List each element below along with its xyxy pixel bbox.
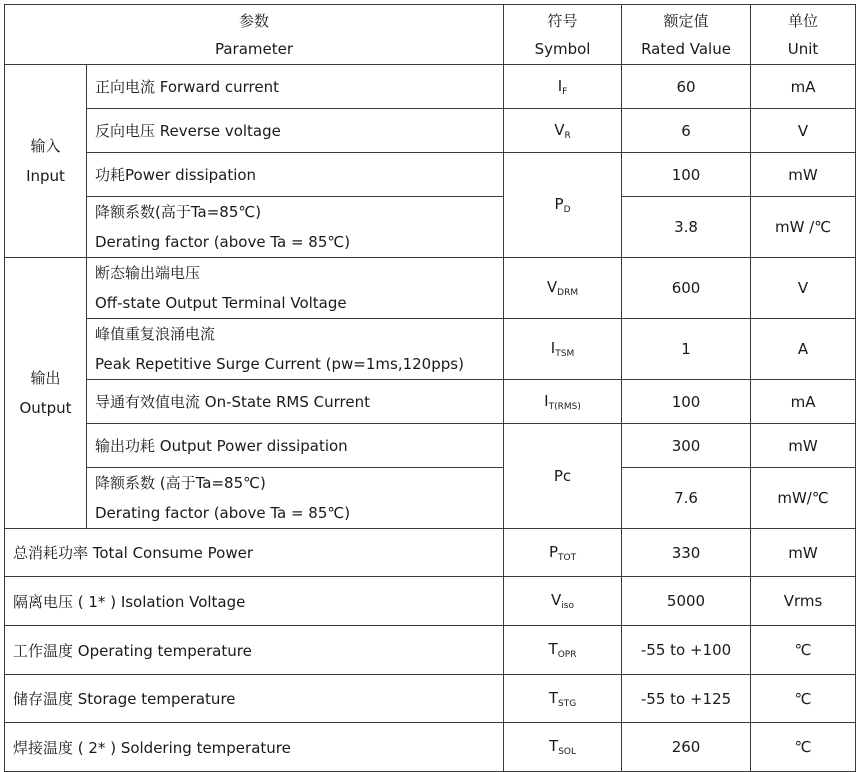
value-cell: -55 to +100 <box>622 626 751 675</box>
unit-cell: mW <box>751 424 856 468</box>
symbol-cell: $V_R$ <box>504 109 622 153</box>
group-output-en: Output <box>19 399 72 417</box>
table-row <box>5 626 856 675</box>
unit-cell: mW <box>751 153 856 197</box>
table-row <box>5 153 856 197</box>
value-cell: 1 <box>622 319 751 380</box>
table-row <box>5 468 856 529</box>
value-cell: 5000 <box>622 577 751 626</box>
table-row <box>5 577 856 626</box>
group-output-zh: 输出 <box>30 369 61 387</box>
table-row <box>5 109 856 153</box>
unit-cell: V <box>751 109 856 153</box>
value-cell: 60 <box>622 65 751 109</box>
header-unit-en: Unit <box>787 39 819 58</box>
param-line-zh: 降额系数 (高于Ta=85℃) <box>95 474 266 492</box>
symbol-cell: $I_F$ <box>504 65 622 109</box>
param-cell: 导通有效值电流 On-State RMS Current <box>87 380 504 424</box>
param-cell <box>87 319 504 380</box>
table-row <box>5 675 856 723</box>
value-cell: 300 <box>622 424 751 468</box>
symbol-cell: $I_{TSM}$ <box>504 319 622 380</box>
symbol-cell: $P_{TOT}$ <box>504 529 622 577</box>
unit-cell: Vrms <box>751 577 856 626</box>
param-cell: 储存温度 Storage temperature <box>5 675 504 723</box>
header-parameter <box>5 5 504 65</box>
table-row <box>5 319 856 380</box>
header-rated <box>622 5 751 65</box>
value-cell: 7.6 <box>622 468 751 529</box>
unit-cell: mW <box>751 529 856 577</box>
param-line-zh: 断态输出端电压 <box>95 264 201 282</box>
param-line-en: Derating factor (above Ta = 85℃) <box>95 233 351 251</box>
param-cell <box>87 197 504 258</box>
header-symbol-en: Symbol <box>534 39 591 58</box>
param-cell <box>87 258 504 319</box>
table-row <box>5 380 856 424</box>
group-input-en: Input <box>26 167 65 185</box>
param-cell: 反向电压 Reverse voltage <box>87 109 504 153</box>
param-cell: 输出功耗 Output Power dissipation <box>87 424 504 468</box>
header-unit-zh: 单位 <box>788 11 819 30</box>
unit-cell: ℃ <box>751 675 856 723</box>
symbol-cell: $P_D$ <box>504 153 622 258</box>
unit-cell: V <box>751 258 856 319</box>
symbol-cell: $T_{STG}$ <box>504 675 622 723</box>
param-cell: 功耗Power dissipation <box>87 153 504 197</box>
header-rated-en: Rated Value <box>641 39 731 58</box>
symbol-cell: Pc <box>504 424 622 529</box>
param-cell: 总消耗功率 Total Consume Power <box>5 529 504 577</box>
param-line-en: Peak Repetitive Surge Current (pw=1ms,120pps) <box>95 355 464 373</box>
unit-cell: ℃ <box>751 626 856 675</box>
value-cell: 3.8 <box>622 197 751 258</box>
param-cell: 工作温度 Operating temperature <box>5 626 504 675</box>
symbol-cell: $T_{OPR}$ <box>504 626 622 675</box>
symbol-cell: $I_{T(RMS)}$ <box>504 380 622 424</box>
ratings-table <box>4 4 856 772</box>
symbol-cell: $T_{SOL}$ <box>504 723 622 772</box>
table-row <box>5 529 856 577</box>
group-label-input <box>5 65 87 258</box>
header-symbol <box>504 5 622 65</box>
unit-cell: mW/℃ <box>751 468 856 529</box>
unit-cell: mA <box>751 380 856 424</box>
value-cell: 100 <box>622 153 751 197</box>
header-parameter-en: Parameter <box>214 39 294 58</box>
value-cell: 330 <box>622 529 751 577</box>
value-cell: 600 <box>622 258 751 319</box>
param-line-en: Off-state Output Terminal Voltage <box>95 294 347 312</box>
param-line-en: Derating factor (above Ta = 85℃) <box>95 504 351 522</box>
header-symbol-zh: 符号 <box>547 11 578 30</box>
param-line-zh: 降额系数(高于Ta=85℃) <box>95 203 262 221</box>
value-cell: -55 to +125 <box>622 675 751 723</box>
value-cell: 6 <box>622 109 751 153</box>
header-row <box>5 5 856 65</box>
group-label-output <box>5 258 87 529</box>
table-row <box>5 65 856 109</box>
value-cell: 260 <box>622 723 751 772</box>
param-cell <box>87 468 504 529</box>
header-unit <box>751 5 856 65</box>
param-cell: 隔离电压 ( 1* ) Isolation Voltage <box>5 577 504 626</box>
unit-cell: mA <box>751 65 856 109</box>
table-row <box>5 723 856 772</box>
table-row <box>5 258 856 319</box>
value-cell: 100 <box>622 380 751 424</box>
unit-cell: A <box>751 319 856 380</box>
symbol-cell: $V_{DRM}$ <box>504 258 622 319</box>
header-rated-zh: 额定值 <box>663 11 709 30</box>
symbol-cell: $V_{iso}$ <box>504 577 622 626</box>
param-line-zh: 峰值重复浪涌电流 <box>95 325 216 343</box>
table-row <box>5 424 856 468</box>
group-input-zh: 输入 <box>30 137 61 155</box>
unit-cell: mW /℃ <box>751 197 856 258</box>
unit-cell: ℃ <box>751 723 856 772</box>
header-parameter-zh: 参数 <box>239 11 270 30</box>
param-cell: 正向电流 Forward current <box>87 65 504 109</box>
param-cell: 焊接温度 ( 2* ) Soldering temperature <box>5 723 504 772</box>
table-row <box>5 197 856 258</box>
